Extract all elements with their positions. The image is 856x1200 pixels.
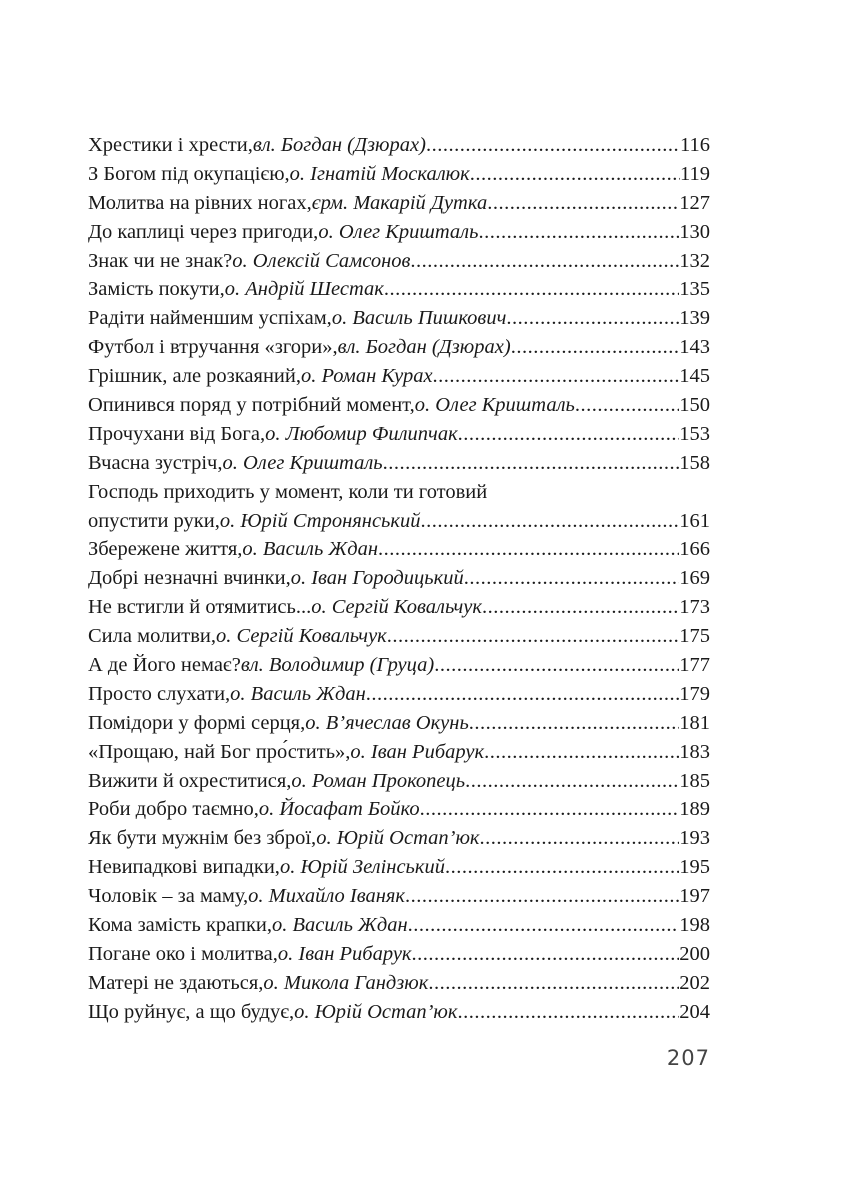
entry-title: Вижити й охреститися,	[88, 769, 292, 792]
dot-leader	[434, 651, 679, 680]
entry-title: Чоловік – за маму,	[88, 885, 249, 908]
entry-title: Хрестики і хрести,	[88, 134, 253, 156]
toc-entry	[88, 535, 710, 564]
entry-author: о. Олег Кришталь	[318, 220, 479, 243]
dot-leader	[433, 362, 680, 391]
dot-leader	[420, 795, 680, 824]
entry-author: вл. Володимир (Груца)	[240, 654, 435, 677]
dot-leader	[412, 940, 680, 969]
entry-author: о. Ігнатій Москалюк	[289, 162, 470, 185]
entry-page: 150	[679, 394, 710, 417]
toc-entry	[88, 911, 710, 940]
entry-author: о. Василь Пишкович	[331, 307, 507, 330]
toc-entry	[88, 247, 710, 276]
entry-title-line: Господь приходить у момент, коли ти готовий	[88, 480, 488, 503]
entry-author: о. Олег Кришталь	[414, 394, 575, 417]
dot-leader	[387, 622, 679, 651]
toc-entry	[88, 593, 710, 622]
entry-title: Вчасна зустріч,	[88, 451, 223, 474]
entry-page: 185	[679, 769, 710, 792]
page-number: 207	[666, 1046, 710, 1070]
entry-author: о. Юрій Зелінський	[279, 856, 445, 879]
entry-author: о. Йосафат Бойко	[258, 798, 420, 821]
entry-title: Грішник, але розкаяний,	[88, 365, 301, 388]
entry-title: Прочухани від Бога,	[88, 422, 266, 445]
dot-leader	[445, 853, 679, 882]
entry-page: 175	[679, 625, 710, 648]
dot-leader	[470, 160, 680, 189]
toc-entry	[88, 391, 710, 420]
toc-entry	[88, 333, 710, 362]
entry-page: 139	[679, 307, 710, 330]
entry-page: 177	[679, 654, 710, 677]
entry-page: 161	[679, 509, 710, 532]
entry-author: о. Микола Гандзюк	[263, 971, 429, 994]
entry-author: о. Іван Рибарук	[350, 740, 485, 763]
toc-entry	[88, 507, 710, 536]
entry-author: о. Юрій Остап’юк	[316, 827, 480, 850]
toc-entry	[88, 824, 710, 853]
entry-title: Не встигли й отямитись...	[88, 596, 312, 619]
toc-entry	[88, 449, 710, 478]
dot-leader	[410, 247, 679, 276]
dot-leader	[408, 911, 680, 940]
entry-author: о. Михайло Іваняк	[248, 885, 406, 908]
entry-page: 200	[679, 942, 710, 965]
entry-page: 198	[679, 914, 710, 937]
entry-title: Знак чи не знак?	[88, 249, 233, 272]
entry-author: о. Сергій Ковальчук	[311, 596, 482, 619]
entry-page: 132	[679, 249, 710, 272]
entry-title: Збережене життя,	[88, 538, 243, 561]
entry-page: 130	[679, 220, 710, 243]
entry-page: 135	[679, 278, 710, 301]
dot-leader	[480, 824, 680, 853]
entry-page: 179	[679, 682, 710, 705]
entry-title: Опинився поряд у потрібний момент,	[88, 394, 415, 417]
toc-entry	[88, 940, 710, 969]
entry-page: 143	[679, 336, 710, 359]
entry-page: 116	[680, 134, 710, 156]
entry-page: 173	[679, 596, 710, 619]
toc-entry	[88, 131, 710, 160]
entry-page: 202	[679, 971, 710, 994]
entry-page: 195	[679, 856, 710, 879]
toc-entry	[88, 853, 710, 882]
entry-page: 197	[679, 885, 710, 908]
entry-author: о. Андрій Шестак	[224, 278, 384, 301]
entry-page: 181	[679, 711, 710, 734]
entry-title: Сила молитви,	[88, 625, 216, 648]
dot-leader	[384, 275, 679, 304]
entry-title: опустити руки,	[88, 509, 220, 532]
entry-author: о. Василь Ждан	[230, 682, 366, 705]
toc-entry	[88, 304, 710, 333]
entry-title: Добрі незначні вчинки,	[88, 567, 291, 590]
entry-title: Погане око і молитва,	[88, 942, 278, 965]
entry-title: До каплиці через пригоди,	[88, 220, 319, 243]
entry-author: о. В’ячеслав Окунь	[305, 711, 469, 734]
toc-entry	[88, 998, 710, 1027]
entry-page: 119	[680, 162, 710, 185]
dot-leader	[478, 218, 679, 247]
entry-page: 169	[679, 567, 710, 590]
entry-author: вл. Богдан (Дзюрах)	[252, 134, 426, 156]
entry-title: Що руйнує, а що будує,	[88, 1000, 295, 1023]
toc-entry	[88, 680, 710, 709]
toc-entry	[88, 709, 710, 738]
dot-leader	[511, 333, 680, 362]
entry-author: о. Роман Прокопець	[291, 769, 466, 792]
dot-leader	[428, 969, 679, 998]
dot-leader	[420, 507, 679, 536]
dot-leader	[575, 391, 679, 420]
toc-entry	[88, 218, 710, 247]
toc-entry	[88, 622, 710, 651]
entry-page: 204	[679, 1000, 710, 1023]
entry-author: о. Іван Рибарук	[277, 942, 412, 965]
entry-author: о. Роман Курах	[301, 365, 433, 388]
entry-title: Молитва на рівних ногах,	[88, 191, 312, 214]
toc-entry	[88, 275, 710, 304]
dot-leader	[506, 304, 679, 333]
entry-title: Кома замість крапки,	[88, 914, 273, 937]
entry-title: Радіти найменшим успіхам,	[88, 307, 332, 330]
entry-author: о. Іван Городицький	[290, 567, 464, 590]
entry-title: Матері не здаються,	[88, 971, 264, 994]
entry-author: о. Василь Ждан	[272, 914, 408, 937]
dot-leader	[378, 535, 679, 564]
toc-entry	[88, 767, 710, 796]
entry-page: 153	[679, 422, 710, 445]
toc-entry	[88, 160, 710, 189]
entry-author: о. Олексій Самсонов	[232, 249, 411, 272]
entry-author: о. Юрій Остап’юк	[294, 1000, 458, 1023]
entry-page: 189	[679, 798, 710, 821]
toc-entry	[88, 651, 710, 680]
entry-page: 127	[679, 191, 710, 214]
dot-leader	[469, 709, 679, 738]
entry-title: Замість покути,	[88, 278, 225, 301]
entry-title: А де Його немає?	[88, 654, 241, 677]
entry-author: о. Олег Кришталь	[222, 451, 383, 474]
entry-page: 183	[679, 740, 710, 763]
entry-author: вл. Богдан (Дзюрах)	[337, 336, 511, 359]
toc-entry	[88, 738, 710, 767]
entry-author: єрм. Макарій Дутка	[311, 191, 488, 214]
entry-title: Невипадкові випадки,	[88, 856, 280, 879]
dot-leader	[457, 998, 679, 1027]
entry-author: о. Сергій Ковальчук	[216, 625, 387, 648]
entry-title: Просто слухати,	[88, 682, 231, 705]
entry-author: о. Любомир Филипчак	[265, 422, 458, 445]
toc-entry	[88, 420, 710, 449]
entry-author: о. Василь Ждан	[242, 538, 378, 561]
toc-entry	[88, 795, 710, 824]
toc-entry	[88, 362, 710, 391]
dot-leader	[482, 593, 679, 622]
entry-author: о. Юрій Стронянський	[219, 509, 421, 532]
dot-leader	[464, 564, 680, 593]
dot-leader	[426, 131, 680, 160]
entry-title: З Богом під окупацією,	[88, 162, 290, 185]
entry-page: 145	[679, 365, 710, 388]
entry-title: Помідори у формі серця,	[88, 711, 306, 734]
entry-page: 158	[679, 451, 710, 474]
toc-entry	[88, 564, 710, 593]
toc-entry	[88, 189, 710, 218]
entry-title: «Прощаю, най Бог про́стить»,	[88, 740, 351, 763]
dot-leader	[484, 738, 679, 767]
entry-title: Футбол і втручання «згори»,	[88, 336, 338, 359]
entry-title: Роби добро таємно,	[88, 798, 259, 821]
entry-title: Як бути мужнім без зброї,	[88, 827, 317, 850]
dot-leader	[487, 189, 679, 218]
toc-entry	[88, 882, 710, 911]
dot-leader	[458, 420, 680, 449]
dot-leader	[405, 882, 679, 911]
entry-page: 166	[679, 538, 710, 561]
dot-leader	[465, 767, 679, 796]
entry-page: 193	[679, 827, 710, 850]
dot-leader	[383, 449, 680, 478]
toc-entry	[88, 969, 710, 998]
dot-leader	[366, 680, 679, 709]
table-of-contents	[88, 131, 710, 1027]
